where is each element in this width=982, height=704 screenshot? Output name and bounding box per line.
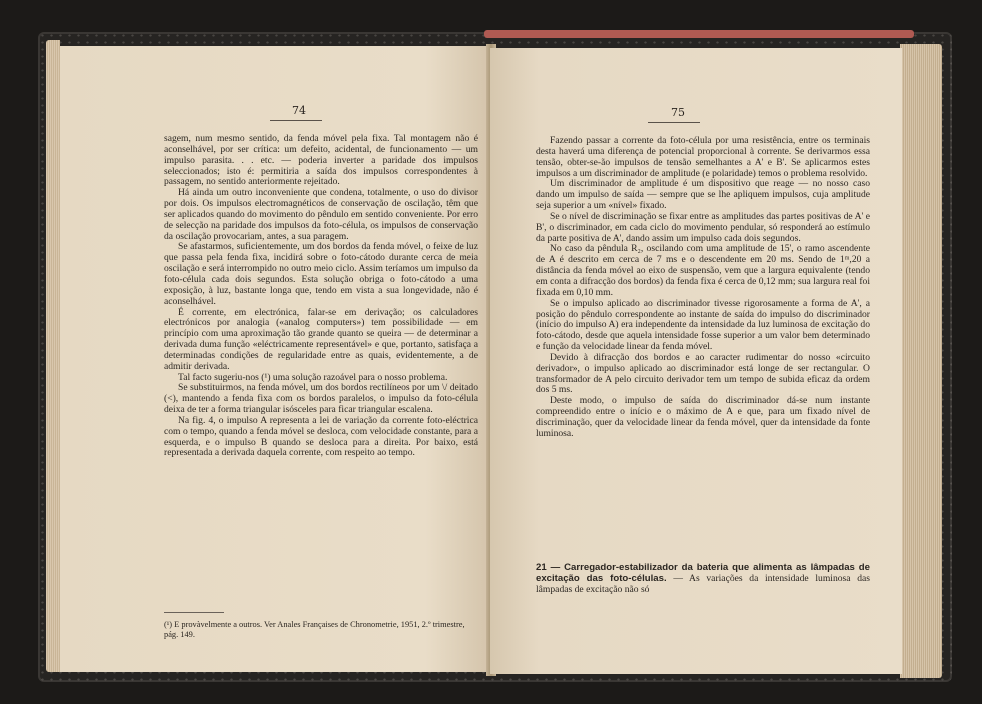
paragraph: Devido à difracção dos bordos e ao caracter rudimentar do nosso «circuito derivador», o impulso aplicado ao discriminador está longe de ser rectangular. O transformador de A pelo circuito derivador tem um tempo de subida eficaz da ordem dos 5 ms. — [536, 351, 870, 396]
paragraph: No caso da pêndula R₂, oscilando com uma amplitude de 15', o ramo ascendente de A é descrito em cerca de 7 ms e o descendente em 20 ms. Sendo de 1ᵐ,20 a distância da fenda móvel ao eixo de suspensão, vem que a largura equivalente (tendo em conta a difracção dos bordos) da fenda fixa é cerca de 0,12 mm; sua largura real foi fixada em 0,10 mm. — [536, 243, 870, 298]
header-rule-left — [270, 120, 322, 121]
paragraph: É corrente, em electrónica, falar-se em derivação; os calculadores electrónicos por analogia («analog computers») tem possibilidade — em princípio com uma aproximação tão grande quanto se queira — de determinar a derivada duma função «eléctricamente representável» e que, portanto, satisfaça a determinadas condições de regularidade entre as quais, evidentemente, a de admitir derivada. — [164, 306, 478, 372]
header-rule-right — [648, 122, 700, 123]
page-number-right: 75 — [671, 106, 685, 119]
paragraph: Se o nível de discriminação se fixar entre as amplitudes das partes positivas de A' e B', o discriminador, em cada ciclo do movimento pendular, só responderá ao estímulo da parte positiva de A', dando assim um impulso cada dois segundos. — [536, 210, 870, 244]
paragraph: Deste modo, o impulso de saída do discriminador dá-se num instante compreendido entre o início e o máximo de A e que, para um fixado nível de discriminação, quer da velocidade linear da fenda móvel, quer da intensidade da fonte luminosa. — [536, 395, 870, 439]
paragraph: Tal facto sugeriu-nos (¹) uma solução razoável para o nosso problema. — [178, 371, 448, 383]
page-number-left: 74 — [292, 104, 306, 117]
page-stack-left — [46, 40, 60, 672]
left-body-text — [164, 134, 478, 459]
page-stack-right — [900, 44, 942, 678]
paragraph: Fazendo passar a corrente da foto-célula por uma resistência, entre os terminais desta haverá uma diferença de potencial proporcional à corrente. Se derivarmos essa tensão, obter-se-ão impulsos de tensão semelhantes a A' e B'. Se aplicarmos estes impulsos a um discriminador de amplitude (e polaridade) temos o problema resolvido. — [536, 135, 870, 179]
paragraph: Há ainda um outro inconveniente que condena, totalmente, o uso do divisor por dois. Os impulsos electromagnéticos de conservação de oscilação, têm que ser aplicados quando do movimento do pêndulo em sentido conveniente. Por erro de selecção na paridade dos impulsos da foto-célula, os impulsos de conservação da oscilação provocariam, antes, a sua paragem. — [164, 187, 478, 242]
page-edge-red — [484, 30, 914, 38]
paragraph: Se o impulso aplicado ao discriminador tivesse rigorosamente a forma de A', a posição do pêndulo correspondente ao instante de saída do impulso do discriminador (início do impulso A) era independente da intensidade da luz luminosa de excitação do foto-cátodo, desde que aquela intensidade fosse superior a um valor bem determinado e função da velocidade linear da fenda móvel. — [536, 297, 870, 353]
section-paragraph — [536, 563, 870, 596]
paragraph: Na fig. 4, o impulso A representa a lei de variação da corrente foto-eléctrica com o tempo, quando a fenda móvel se desloca, com velocidade constante, para a esquerda, e o impulso B quando se desloca para a direita. Por baixo, está representada a derivada daquela corrente, com respeito ao tempo. — [164, 414, 478, 459]
left-page — [60, 46, 490, 672]
footnote-rule — [164, 612, 224, 613]
section-text: — As variações da intensidade luminosa das lâmpadas de excitação não só — [536, 572, 870, 595]
section-heading: 21 — Carregador-estabilizador da bateria que alimenta as lâmpadas de excitação das foto-células. — [536, 562, 870, 584]
right-page — [490, 48, 902, 674]
paragraph: Se afastarmos, suficientemente, um dos bordos da fenda móvel, o feixe de luz que passa pela fenda fixa, incidirá sobre o foto-cátodo durante cerca de meia oscilação e será interrompido no outro meio ciclo. Assim teríamos um impulso da foto-célula cada dois segundos. Esta solução obriga o foto-cátodo a uma exposição, à luz, bastante longa que, tendo em vista a sua longevidade, não é aconselhável. — [164, 241, 478, 307]
right-body-text — [536, 136, 870, 440]
footnote: (¹) E provàvelmente a outros. Ver Anales Françaises de Chronometrie, 1951, 2.º trimestre, pág. 149. — [164, 620, 465, 639]
paragraph: Se substituirmos, na fenda móvel, um dos bordos rectilíneos por um \/ deitado (<), mantendo a fenda fixa com os bordos paralelos, o impulso da foto-célula deixa de ter a forma triangular isósceles para ficar triangular escalena. — [164, 382, 478, 416]
paragraph: Um discriminador de amplitude é um dispositivo que reage — no nosso caso dando um impulso de saída — sempre que se lhe apliquem impulsos, cuja amplitude seja superior a um «nível» fixado. — [536, 178, 870, 212]
paragraph: sagem, num mesmo sentido, da fenda móvel pela fixa. Tal montagem não é aconselhável, por ser crítica: um defeito, acidental, de funcionamento — um impulso parasita. . . etc. — poderia inverter a paridade dos impulsos seleccionados; isto é: permitiria a saída dos impulsos correspondentes à passagem, no sentido anteriormente rejeitado. — [164, 133, 478, 188]
